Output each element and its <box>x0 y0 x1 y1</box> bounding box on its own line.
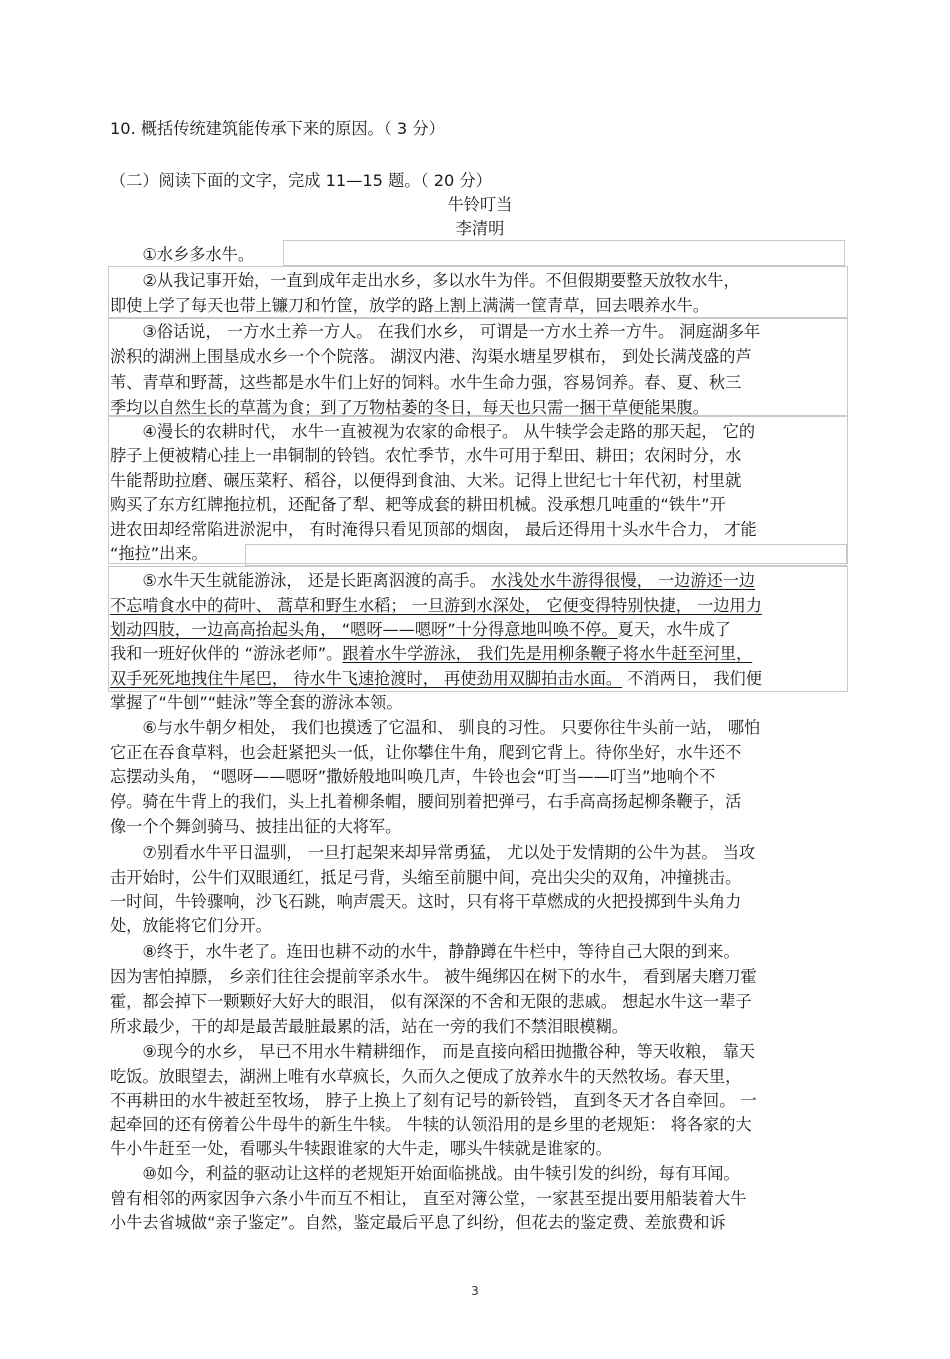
text-line: 处，放能将它们分开。 <box>110 916 272 935</box>
text-line: 停。骑在牛背上的我们，头上扎着柳条帽，腰间别着把弹弓，右手高高扬起柳条鞭子，活 <box>110 792 742 811</box>
text-line: 霍，都会掉下一颗颗好大好大的眼泪， 似有深深的不舍和无限的悲戚。 想起水牛这一辈子 <box>110 992 752 1011</box>
text-line: 忘摆动头角， “嗯呀——嗯呀”撒娇般地叫唤几声，牛铃也会“叮当——叮当”地响个不 <box>110 767 716 786</box>
text-line: 不再耕田的水牛被赶至牧场， 脖子上换上了刻有记号的新铃铛， 直到冬天才各自牵回。 一 <box>110 1091 757 1110</box>
underlined-text: 跟着水牛学游泳， 我们先是用柳条鞭子将水牛赶至河里， <box>342 644 753 663</box>
text-line: ⑩如今，利益的驱动让这样的老规矩开始面临挑战。由牛犊引发的纠纷，每有耳闻。 <box>110 1164 740 1183</box>
text-line <box>110 668 850 690</box>
text-line: ②从我记事开始，一直到成年走出水乡，多以水牛为伴。不但假期要整天放牧水牛， <box>110 271 740 290</box>
text-line: ④漫长的农耕时代， 水牛一直被视为农家的命根子。 从牛犊学会走路的那天起， 它的 <box>110 422 756 441</box>
text-line: 牛能帮助拉磨、碾压菜籽、稻谷，以便得到食油、大米。记得上世纪七十年代初，村里就 <box>110 471 742 490</box>
text-line: 进农田却经常陷进淤泥中， 有时淹得只看见顶部的烟囱， 最后还得用十头水牛合力， 才能 <box>110 520 757 539</box>
text-line: 像一个个舞剑骑马、披挂出征的大将军。 <box>110 817 402 836</box>
underlined-line: 不忘啃食水中的荷叶、 蒿草和野生水稻； 一旦游到水深处， 它便变得特别快捷， 一边用力 <box>110 596 762 615</box>
text-line: 吃饭。放眼望去，湖洲上唯有水草疯长，久而久之便成了放养水牛的天然牧场。春天里， <box>110 1067 742 1086</box>
text-line <box>110 643 850 665</box>
text-line: ③俗话说， 一方水土养一方人。 在我们水乡， 可谓是一方水土养一方牛。 洞庭湖多年 <box>110 322 761 341</box>
text-segment: 我和一班好伙伴的 “游泳老师”。 <box>110 644 343 663</box>
question-10: 10. 概括传统建筑能传承下来的原因。（ 3 分） <box>110 119 445 138</box>
text-line: 击开始时，公牛们双眼通红，抵足弓背，头缩至前腿中间，亮出尖尖的双角，冲撞挑击。 <box>110 868 742 887</box>
text-line: 小牛去省城做“亲子鉴定”。自然，鉴定最后平息了纠纷，但花去的鉴定费、差旅费和诉 <box>110 1213 726 1232</box>
text-line: 牛小牛赶至一处，看哪头牛犊跟谁家的大牛走，哪头牛犊就是谁家的。 <box>110 1139 612 1158</box>
text-line: 淤积的湖洲上围垦成水乡一个个院落。 湖汊内港、沟渠水塘星罗棋布， 到处长满茂盛的芦 <box>110 347 752 366</box>
text-line: ⑨现今的水乡， 早已不用水牛精耕细作， 而是直接向稻田抛撒谷种，等天收粮， 靠天 <box>110 1042 756 1061</box>
text-line: ⑧终于，水牛老了。连田也耕不动的水牛，静静蹲在牛栏中，等待自己大限的到来。 <box>110 942 740 961</box>
text-line <box>110 619 850 641</box>
text-line: 起牵回的还有傍着公牛母牛的新生牛犊。 牛犊的认领沿用的是乡里的老规矩： 将各家的大 <box>110 1115 752 1134</box>
text-line: 它正在吞食草料，也会赶紧把头一低，让你攀住牛角，爬到它背上。待你坐好，水牛还不 <box>110 743 742 762</box>
text-segment: ⑤水牛天生就能游泳， 还是长距离泅渡的高手。 <box>110 571 491 590</box>
text-line: 掌握了“牛刨”“蛙泳”等全套的游泳本领。 <box>110 693 403 712</box>
text-line: 所求最少，干的却是最苦最脏最累的活，站在一旁的我们不禁泪眼模糊。 <box>110 1017 628 1036</box>
article-author: 李清明 <box>455 219 505 238</box>
underlined-text: 划动四肢，一边高高抬起头角， “嗯呀——嗯呀”十分得意地叫唤不停。 <box>110 620 618 639</box>
section-heading: （二）阅读下面的文字，完成 11—15 题。（ 20 分） <box>110 171 492 190</box>
text-line <box>110 570 850 592</box>
text-line: 购买了东方红牌拖拉机，还配备了犁、耙等成套的耕田机械。没承想几吨重的“铁牛”开 <box>110 495 726 514</box>
underlined-text: 水浅处水牛游得很慢， 一边游还一边 <box>490 571 756 590</box>
text-line: 即使上学了每天也带上镰刀和竹筐，放学的路上割上满满一筐青草，回去喂养水牛。 <box>110 296 709 315</box>
text-line: “拖拉”出来。 <box>110 544 208 563</box>
text-segment: 夏天，水牛成了 <box>617 620 731 639</box>
text-line: 苇、青草和野蒿，这些都是水牛们上好的饲料。水牛生命力强，容易饲养。春、夏、秋三 <box>110 373 742 392</box>
text-line: 一时间，牛铃骤响，沙飞石跳，响声震天。这时，只有将干草燃成的火把投掷到牛头角力 <box>110 892 742 911</box>
text-line: 季均以自然生长的草蒿为食；到了万物枯萎的冬日，每天也只需一捆干草便能果腹。 <box>110 398 709 417</box>
article-title: 牛铃叮当 <box>447 195 513 214</box>
text-line: ⑦别看水牛平日温驯， 一旦打起架来却异常勇猛， 尤以处于发情期的公牛为甚。 当攻 <box>110 843 756 862</box>
text-line: 脖子上便被精心挂上一串铜制的铃铛。农忙季节，水牛可用于犁田、耕田；农闲时分，水 <box>110 446 742 465</box>
underlined-text: 双手死死地拽住牛尾巴， 待水牛飞速抢渡时， 再使劲用双脚拍击水面。 <box>110 669 623 688</box>
text-line: 因为害怕掉膘， 乡亲们往往会提前宰杀水牛。 被牛绳绑囚在树下的水牛， 看到屠夫磨刀霍 <box>110 967 757 986</box>
text-line: ①水乡多水牛。 <box>110 245 255 264</box>
page-number: 3 <box>471 1284 479 1298</box>
text-segment: 不消两日， 我们便 <box>622 669 762 688</box>
text-line: 曾有相邻的两家因争六条小牛而互不相让， 直至对簿公堂，一家甚至提出要用船装着大牛 <box>110 1189 747 1208</box>
text-line: ⑥与水牛朝夕相处， 我们也摸透了它温和、 驯良的习性。 只要你往牛头前一站， 哪怕 <box>110 718 761 737</box>
